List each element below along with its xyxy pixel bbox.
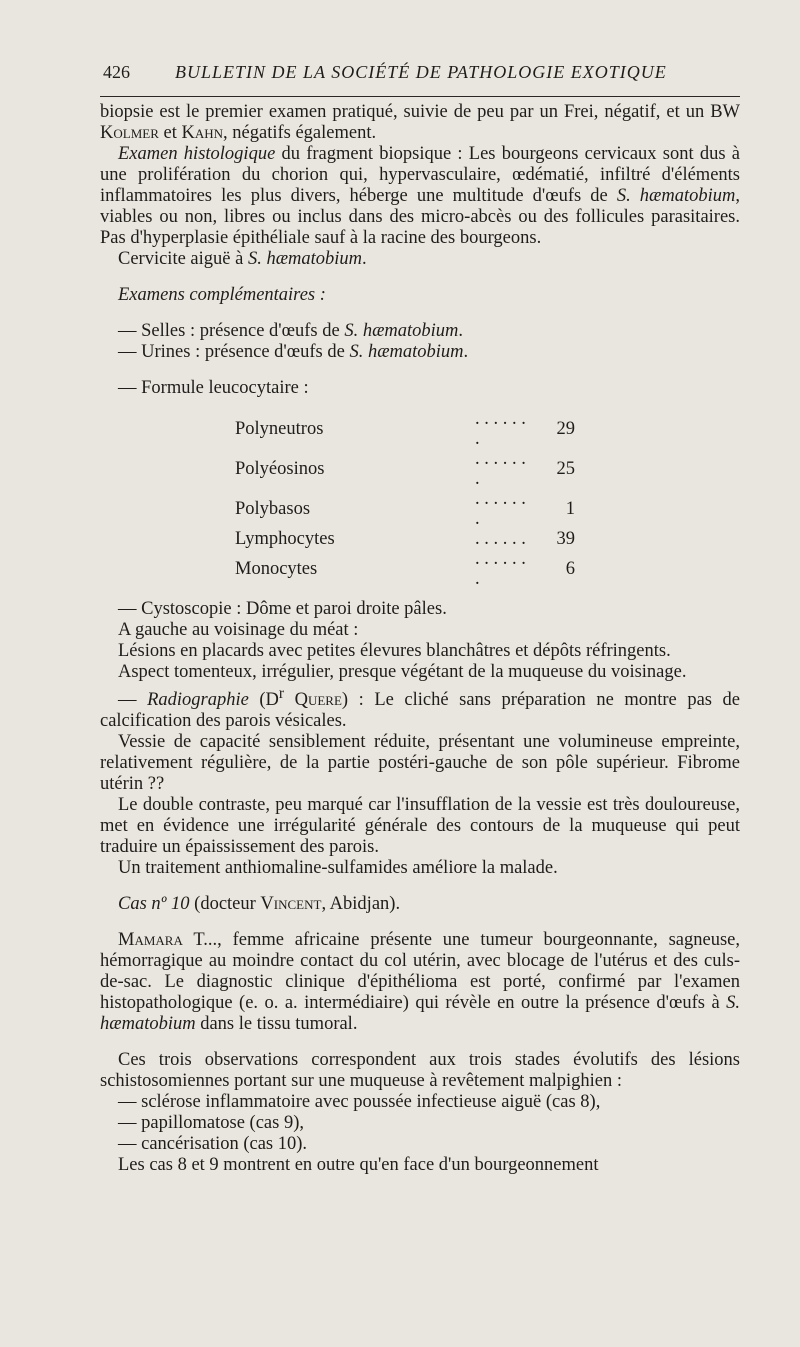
author-name: Quere [284,690,342,711]
author-name: Kolmer [100,123,159,143]
table-row [235,529,575,549]
line-formule-title: — Formule leucocytaire : [118,378,309,398]
section-title-complementaires: Examens complémentaires : [118,285,326,305]
paragraph-traitement: Un traitement anthiomaline-sulfamides améliore la malade. [118,858,558,879]
patient-name: Mamara [118,930,183,951]
cell-dots: . . . . . . . [475,409,526,449]
cell-label: Lymphocytes [235,529,335,549]
paragraph-biopsie [100,102,740,144]
text: , négatifs également. [223,123,377,143]
cell-value: 29 [556,419,575,439]
text: ) : Le cliché sans préparation ne montre pas de calcification des parois vésicales. [100,690,741,732]
page-body [100,102,740,1176]
cell-value: 25 [556,459,575,479]
species-name: S. hæmatobium [247,249,363,269]
page-header [103,62,740,92]
species-name: S. hæmatobium [344,321,459,341]
text: et [158,123,182,143]
cell-dots: . . . . . . . [475,449,526,489]
section-label: Radiographie [147,690,249,711]
section-label: Examen histologique [118,144,276,164]
text: — Selles : présence d'œufs de [118,321,345,341]
cell-dots: . . . . . . [475,529,526,549]
paragraph-radiographie [100,683,740,732]
case-label: Cas nº 10 [118,894,190,915]
text: . [362,249,367,269]
paragraph-double-contraste: Le double contraste, peu marqué car l'insufflation de la vessie est très douloureuse, met en évidence une irrégularité générale des contours de la muqueuse qui peut traduire un épaississement des parois. [100,795,740,858]
text: , Abidjan). [321,894,401,915]
cell-dots: . . . . . . . [475,549,526,589]
species-name: S. hæmatobium [100,993,740,1035]
cell-label: Polyéosinos [235,459,325,479]
cell-label: Monocytes [235,559,318,579]
author-name: Vincent [260,894,322,915]
page-number: 426 [103,62,130,82]
species-name: S. hæmatobium [616,186,736,206]
text: (D [248,690,279,711]
text: — Urines : présence d'œufs de [118,342,350,362]
species-name: S. hæmatobium [349,342,464,362]
text: Cervicite aiguë à [118,249,248,269]
cell-label: Polyneutros [235,419,324,439]
cell-value: 39 [556,529,575,549]
list-item: — sclérose inflammatoire avec poussée infectieuse aiguë (cas 8), [118,1092,601,1113]
line-aspect: Aspect tomenteux, irrégulier, presque végétant de la muqueuse du voisinage. [118,662,687,682]
line-gauche: A gauche au voisinage du méat : [118,620,359,640]
case-10-heading [100,894,740,915]
paragraph-mamara [100,930,740,1035]
header-rule [100,96,740,97]
cell-value: 1 [565,499,575,519]
author-name: Kahn [181,123,224,143]
text: dans le tissu tumoral. [195,1014,358,1035]
list-item: — cancérisation (cas 10). [118,1134,308,1155]
paragraph-histologique [100,144,740,249]
table-row [235,449,575,489]
paragraph-cervicite [100,249,740,270]
superscript: r [278,685,285,702]
list-item: — papillomatose (cas 9), [118,1113,304,1134]
paragraph-trois-observations: Ces trois observations correspondent aux trois stades évolutifs des lésions schistosomiennes portant sur une muqueuse à revêtement malpighien : [100,1050,740,1092]
text: — [118,690,148,711]
text: T..., femme africaine présente une tumeur bourgeonnante, sagneuse, hémorragique au moindre contact du col utérin, avec blocage de l'utérus et des culs-de-sac. Le diagnostic clinique d'épithélioma est porté, confirmé par l'examen histopathologique (e. o. a. intermédiaire) qui révèle en outre la présence d'œufs à [100,930,740,1014]
cell-dots: . . . . . . . [475,489,526,529]
cell-value: 6 [565,559,575,579]
text: . [458,321,464,341]
paragraph-vessie: Vessie de capacité sensiblement réduite, présentant une volumineuse empreinte, relativement régulière, de la partie postéri-gauche de son pôle supérieur. Fibrome utérin ?? [100,732,740,795]
line-cystoscopie: — Cystoscopie : Dôme et paroi droite pâles. [118,599,447,619]
text: , viables ou non, libres ou inclus dans des micro-abcès ou des follicules parasitaires. Pas d'hyperplasie épithéliale sauf à la racine des bourgeons. [100,186,740,248]
table-row [235,489,575,529]
line-selles [100,321,740,342]
table-row [235,409,575,449]
formule-leucocytaire-table [235,409,575,589]
text: biopsie est le premier examen pratiqué, suivie de peu par un Frei, négatif, et un BW [100,102,740,122]
cell-label: Polybasos [235,499,311,519]
line-urines [100,342,740,363]
text: (docteur [189,894,261,915]
running-title: BULLETIN DE LA SOCIÉTÉ DE PATHOLOGIE EXOTIQUE [175,62,667,82]
paragraph-last: Les cas 8 et 9 montrent en outre qu'en face d'un bourgeonnement [118,1155,599,1176]
table-row [235,549,575,589]
text: du fragment biopsique : Les bourgeons cervicaux sont dus à une prolifération du chorion qui, hypervasculaire, œdématié, infiltré d'éléments inflammatoires les plus divers, héberge une multitude d'œufs de [100,144,740,206]
text: . [463,342,469,362]
line-lesions: Lésions en placards avec petites élevures blanchâtres et dépôts réfringents. [118,641,671,661]
